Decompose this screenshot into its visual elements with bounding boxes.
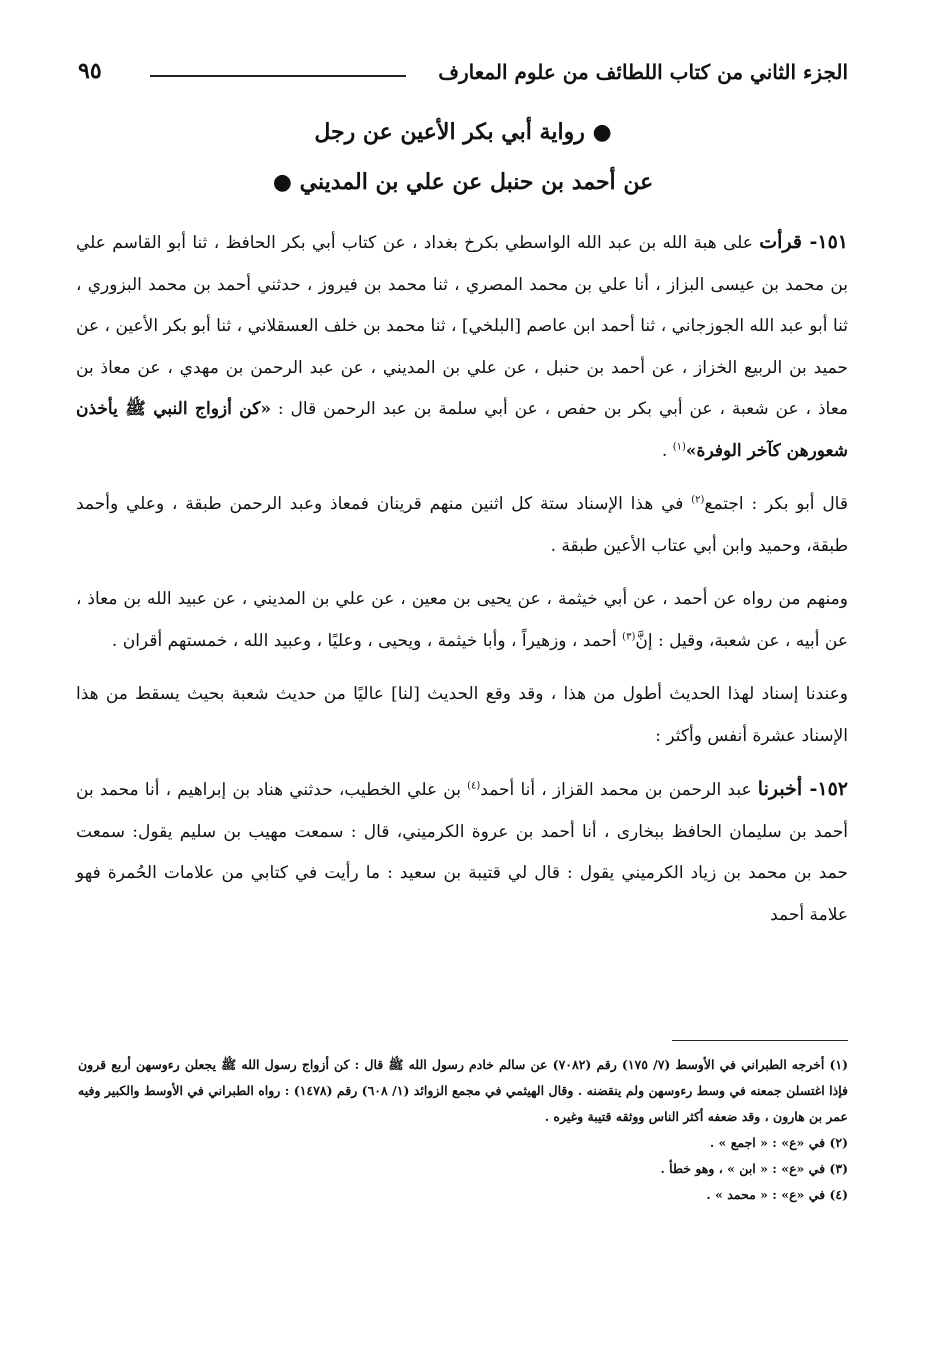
paragraph-text-a: قال أبو بكر : اجتمع bbox=[704, 494, 848, 514]
paragraph-isnad-note bbox=[76, 674, 848, 757]
paragraph-text-a: عبد الرحمن بن محمد القزاز ، أنا أحمد bbox=[480, 780, 758, 800]
footnote-3: (٣) في «ع» : « ابن » ، وهو خطأ . bbox=[660, 1161, 848, 1176]
header-rule bbox=[150, 75, 406, 77]
paragraph-text-b: في هذا الإسناد ستة كل اثنين منهم قرينان فمعاذ وعبد الرحمن طبقة ، وعلي وأحمد طبقة، وحميد وابن أبي عتاب الأعين طبقة . bbox=[76, 494, 848, 556]
footnote-1: (١) أخرجه الطبراني في الأوسط (٧/ ١٧٥) رقم (٧٠٨٢) عن سالم خادم رسول الله ﷺ قال : كن أزواج رسول الله ﷺ يجعلن رءوسهن أربع قرون فإذا اغتسلن جمعنه في وسط رءوسهن ولم ينقضنه . وقال الهيثمي في مجمع الزوائد (١/ ٦٠٨) رقم (١٤٧٨) : رواه الطبراني في الأوسط والكبير وفيه عمر بن هارون ، وقد ضعفه أكثر الناس ووثقه قتيبة وغيره . bbox=[78, 1057, 849, 1124]
running-title: الجزء الثاني من كتاب اللطائف من علوم المعارف bbox=[438, 60, 848, 84]
paragraph-text-a: ومنهم من رواه عن أحمد ، عن أبي خيثمة ، عن يحيى بن معين ، عن علي بن المديني ، عن عبيد الله بن معاذ ، عن أبيه ، عن شعبة، وقيل : إنَّ bbox=[76, 589, 848, 651]
paragraph-text-b: بن علي الخطيب، حدثني هناد بن إبراهيم ، أنا محمد بن أحمد بن سليمان الحافظ ببخارى ، أنا أحمد بن عروة الكرميني، قال : سمعت مهيب بن سليم يقول: سمعت حمد بن محمد بن زياد الكرميني يقول : قال لي قتيبة بن سعيد : ما رأيت في كتابي من علامات الحُمرة فهو علامة أحمد bbox=[76, 780, 848, 925]
paragraph-narrators bbox=[76, 579, 848, 662]
page-number: ٩٥ bbox=[78, 58, 102, 84]
quote-tail: . bbox=[661, 440, 673, 461]
entry-number-151: ١٥١- قرأت bbox=[759, 231, 848, 253]
paragraph-151 bbox=[76, 222, 848, 472]
paragraph-abu-bakr bbox=[76, 484, 848, 567]
footnote-4: (٤) في «ع» : « محمد » . bbox=[706, 1187, 848, 1202]
paragraph-text-b: أحمد ، وزهيراً ، وأبا خيثمة ، ويحيى ، وعليًا ، وعبيد الله ، خمستهم أقران . bbox=[111, 630, 623, 651]
paragraph-152 bbox=[76, 769, 848, 936]
section-heading-line-1: ● رواية أبي بكر الأعين عن رجل bbox=[314, 119, 612, 145]
main-text bbox=[76, 222, 848, 948]
running-header bbox=[78, 58, 848, 94]
footnote-ref-4[interactable]: (٤) bbox=[467, 780, 481, 792]
isnad-text: على هبة الله بن عبد الله الواسطي بكرخ بغداد ، عن كتاب أبي بكر الحافظ ، ثنا أبو القاسم علي بن محمد بن عيسى البزاز ، أنا علي بن محمد المصري ، ثنا محمد بن فيروز ، حدثني أحمد بن محمد البزوري ، ثنا أبو عبد الله الجوزجاني ، ثنا أحمد ابن عاصم [البلخي] ، ثنا محمد بن خلف العسقلاني ، ثنا أبو بكر الأعين ، عن حميد بن الربيع الخزاز ، عن أحمد بن حنبل ، عن علي بن المديني ، عن عبد الرحمن بن مهدي ، عن معاذ بن معاذ ، عن شعبة ، عن أبي بكر بن حفص ، عن أبي سلمة بن عبد الرحمن قال : bbox=[76, 233, 849, 419]
paragraph-text: وعندنا إسناد لهذا الحديث أطول من هذا ، وقد وقع الحديث [لنا] عاليًا من حديث شعبة بحيث يسقط من هذا الإسناد عشرة أنفس وأكثر : bbox=[76, 684, 848, 746]
section-heading-line-2: عن أحمد بن حنبل عن علي بن المديني ● bbox=[272, 169, 654, 195]
footnote-ref-3[interactable]: (٣) bbox=[622, 630, 636, 642]
entry-number-152: ١٥٢- أخبرنا bbox=[757, 778, 848, 800]
footnote-2: (٢) في «ع» : « اجمع » . bbox=[709, 1135, 848, 1150]
footnote-ref-2[interactable]: (٢) bbox=[691, 494, 705, 506]
hadith-quote: «كن أزواج النبي ﷺ يأخذن شعورهن كآخر الوفرة» bbox=[76, 399, 848, 461]
footnote-separator bbox=[672, 1040, 848, 1041]
footnotes bbox=[78, 1052, 848, 1208]
footnote-ref-1[interactable]: (١) bbox=[672, 440, 686, 452]
